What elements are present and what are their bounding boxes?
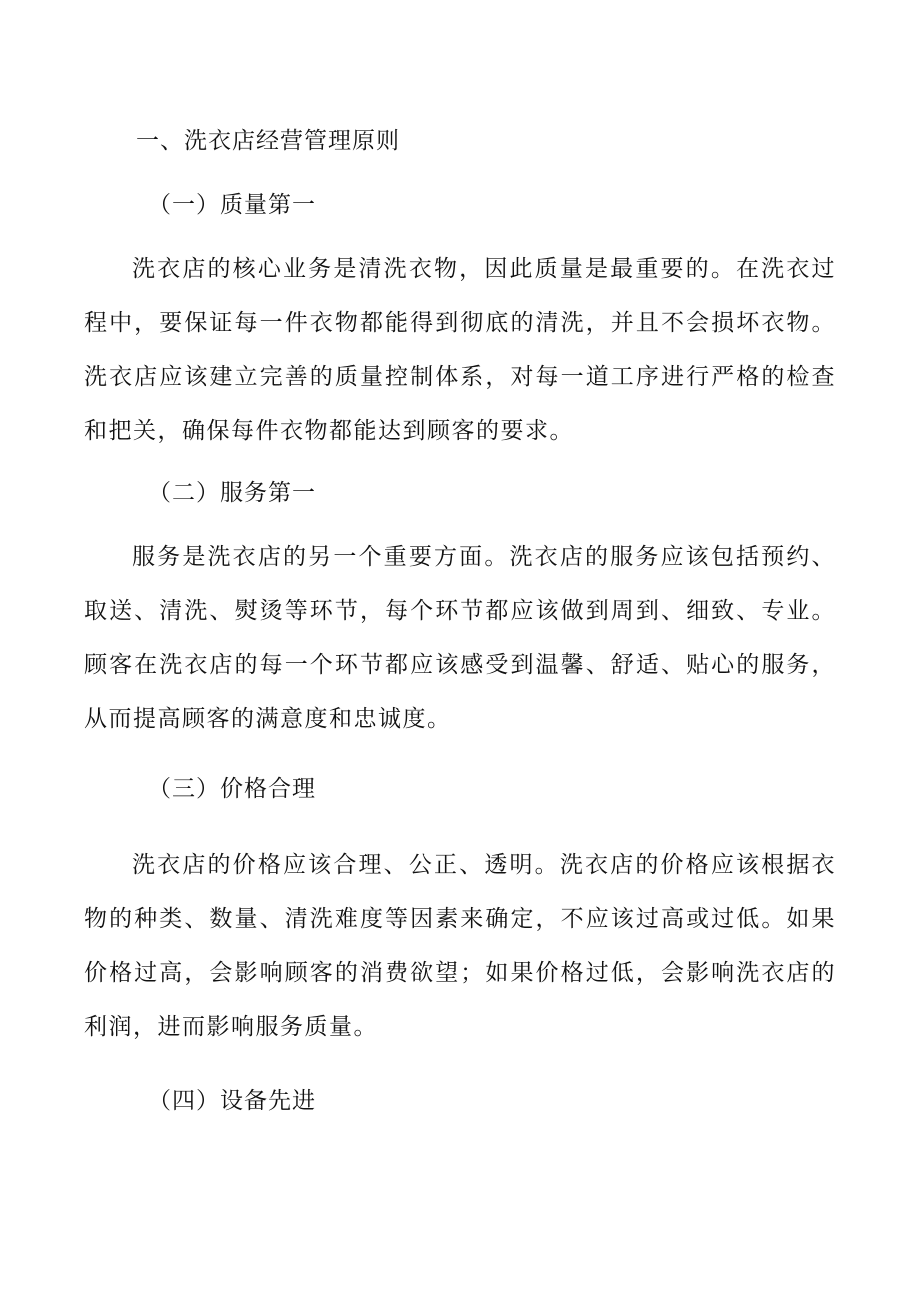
section-body-price: 洗衣店的价格应该合理、公正、透明。洗衣店的价格应该根据衣物的种类、数量、清洗难度等因素来确定，不应该过高或过低。如果价格过高，会影响顾客的消费欲望；如果价格过低，会影响洗衣店的利润，进而影响服务质量。 — [84, 852, 836, 1040]
section-title-service: （二）服务第一 — [148, 480, 316, 506]
document-heading: 一、洗衣店经营管理原则 — [136, 128, 400, 154]
section-title-quality: （一）质量第一 — [148, 192, 316, 218]
section-body-service: 服务是洗衣店的另一个重要方面。洗衣店的服务应该包括预约、取送、清洗、熨烫等环节，每个环节都应该做到周到、细致、专业。顾客在洗衣店的每一个环节都应该感受到温馨、舒适、贴心的服务，从而提高顾客的满意度和忠诚度。 — [84, 544, 836, 732]
section-title-equipment: （四）设备先进 — [148, 1088, 316, 1114]
section-body-quality: 洗衣店的核心业务是清洗衣物，因此质量是最重要的。在洗衣过程中，要保证每一件衣物都能得到彻底的清洗，并且不会损坏衣物。洗衣店应该建立完善的质量控制体系，对每一道工序进行严格的检查和把关，确保每件衣物都能达到顾客的要求。 — [84, 256, 836, 444]
section-title-price: （三）价格合理 — [148, 776, 316, 802]
